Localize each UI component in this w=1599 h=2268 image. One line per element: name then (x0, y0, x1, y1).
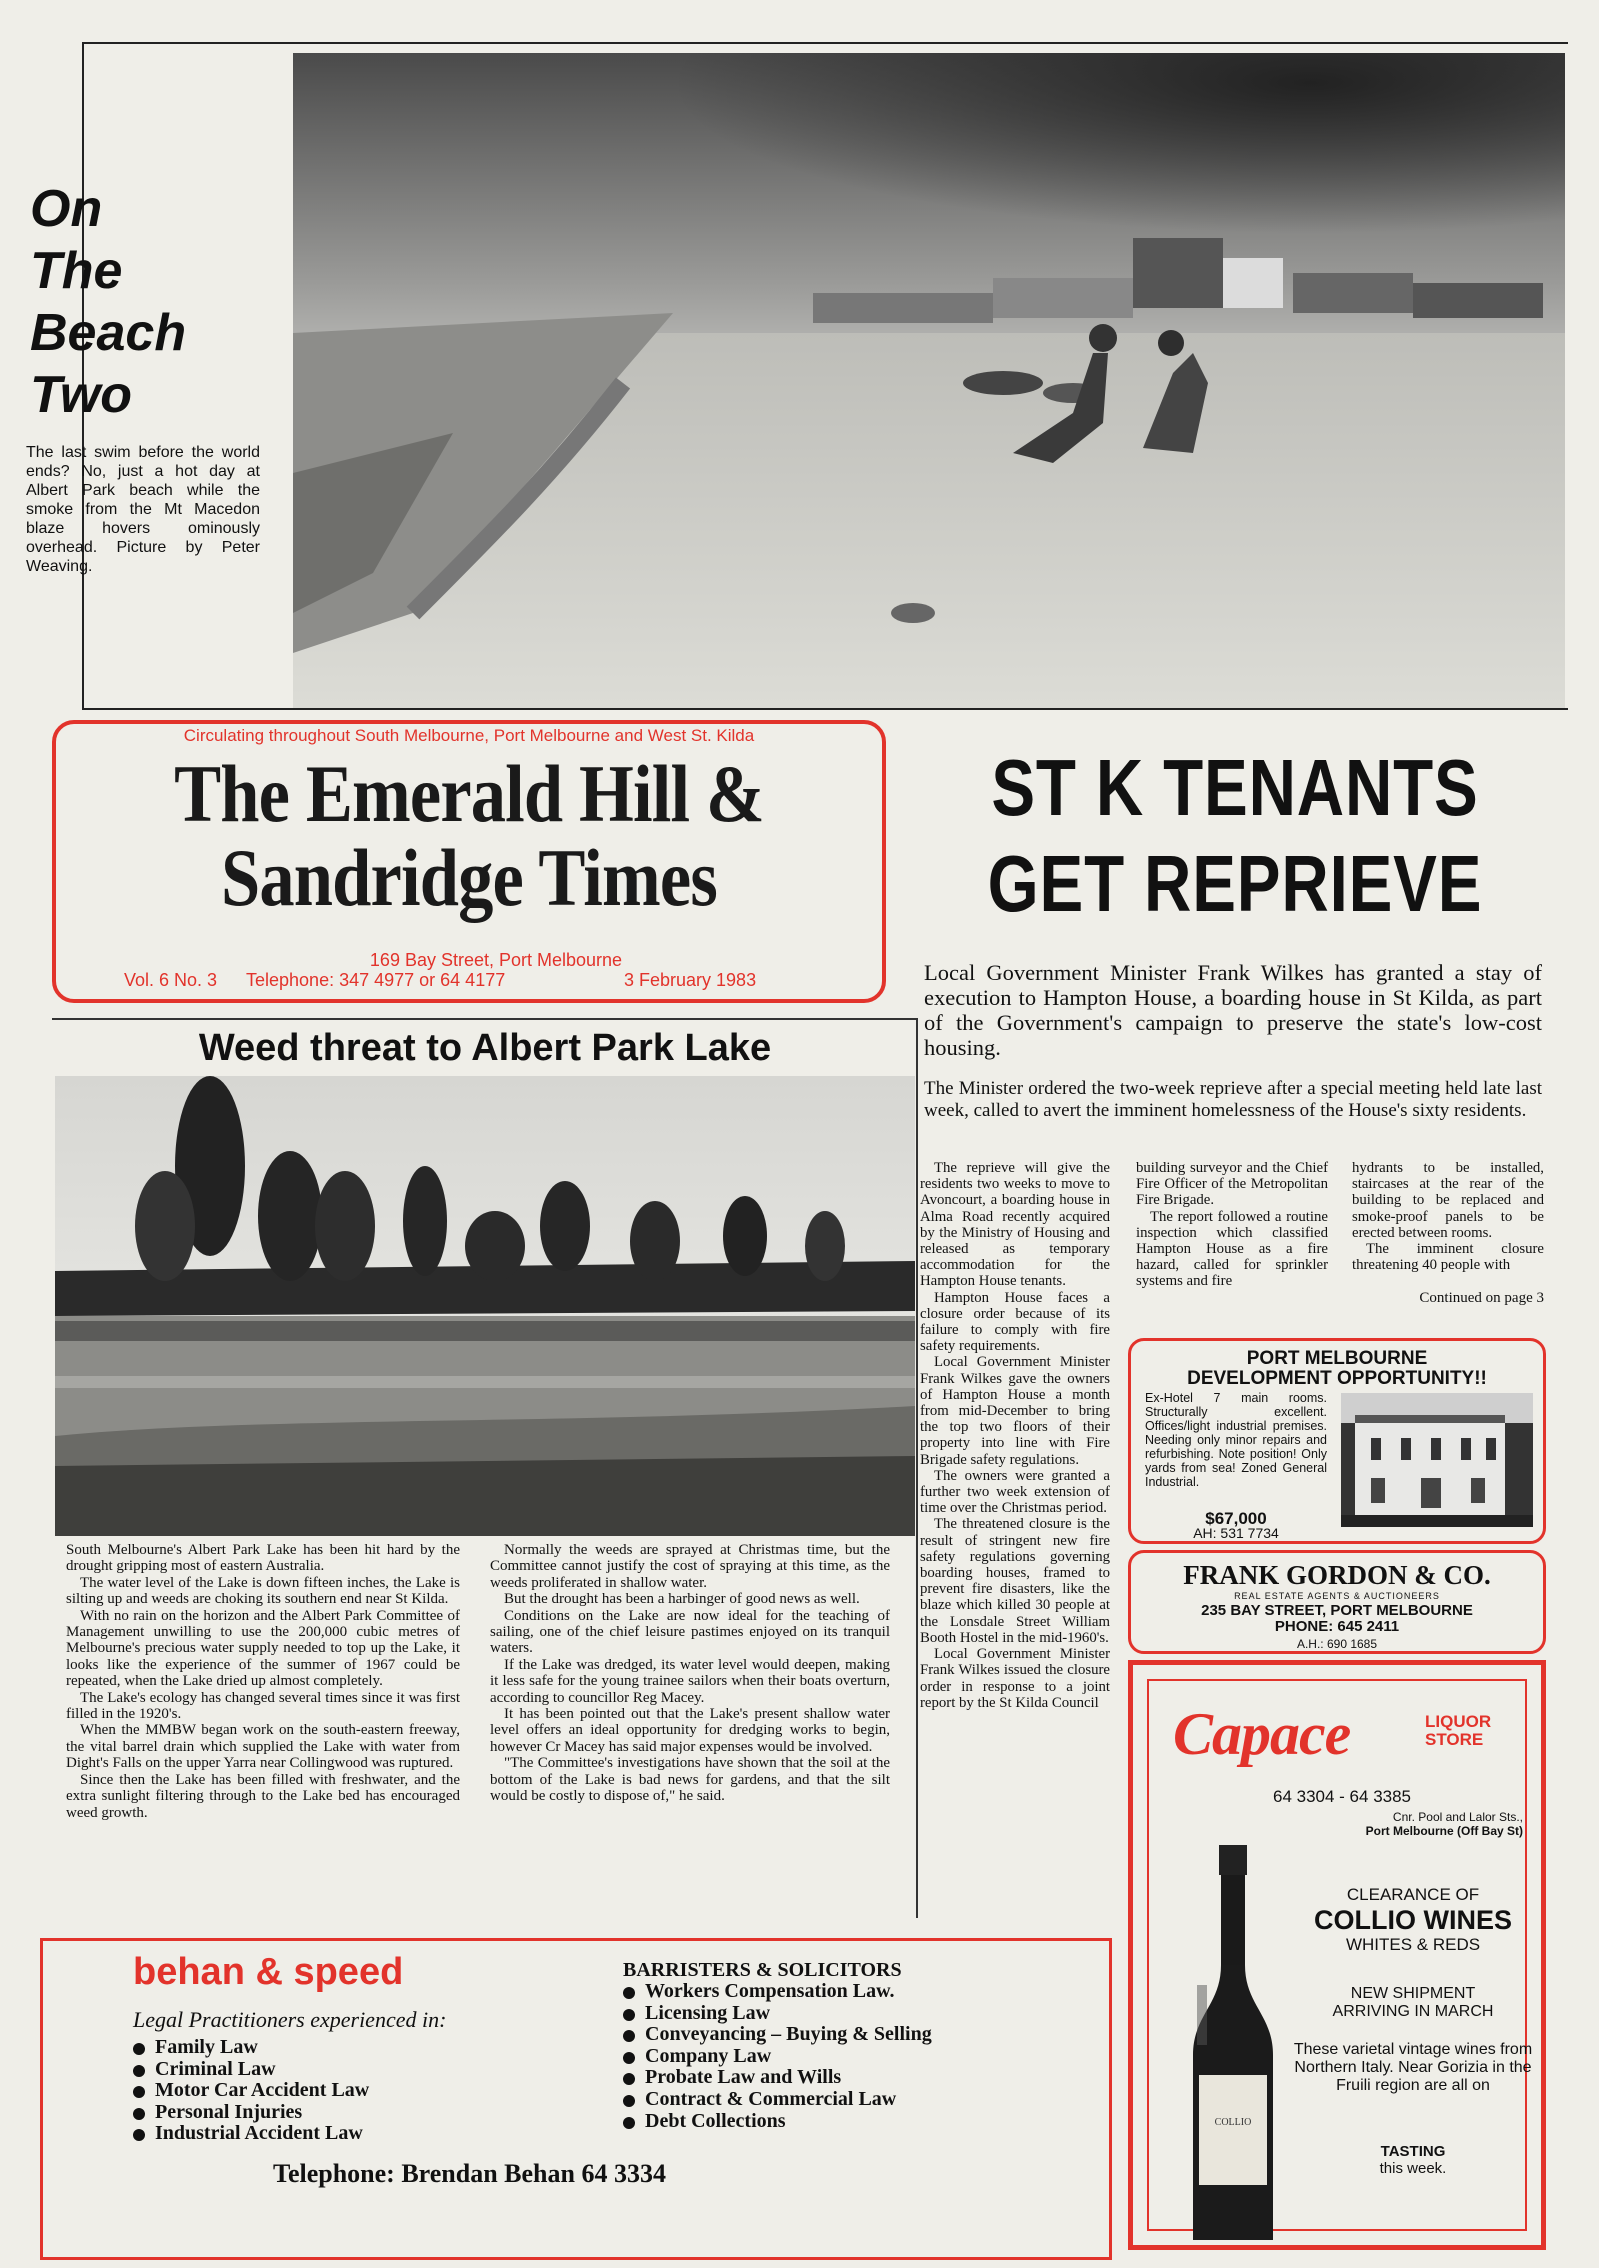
frank-ad-subtitle: REAL ESTATE AGENTS & AUCTIONEERS (1234, 1591, 1440, 1601)
port-ad-title (1131, 1349, 1543, 1389)
practice-list (133, 2037, 369, 2145)
paragraph: The water level of the Lake is down fifteen inches, the Lake is silting up and weeds are choking its southern end near St Kilda. (66, 1574, 460, 1608)
lead-column-3 (1352, 1160, 1544, 1273)
beach-photo (293, 53, 1565, 708)
weed-column-2 (490, 1542, 890, 1805)
frank-ad-phone: PHONE: 645 2411 (1274, 1618, 1400, 1635)
masthead-date: 3 February 1983 (624, 970, 757, 990)
lake-photo-image (55, 1076, 915, 1536)
list-item: Conveyancing – Buying & Selling (623, 2024, 932, 2046)
frank-ad-address: 235 BAY STREET, PORT MELBOURNE (1201, 1602, 1473, 1619)
capace-liquor-label (1425, 1713, 1491, 1749)
barristers-heading: BARRISTERS & SOLICITORS (623, 1959, 902, 1981)
capace-tasting-line1: TASTING (1380, 2143, 1446, 2160)
port-ad-title-line1: PORT MELBOURNE (1246, 1348, 1428, 1369)
paragraph: It has been pointed out that the Lake's present shallow water level offers an ideal opportunity for dredging works to begin, however Cr Macey has said major expenses would be involved. (490, 1706, 890, 1755)
port-ad-text: Ex-Hotel 7 main rooms. Structurally excellent. Offices/light industrial premises. Needing only minor repairs and refurbishing. Note position! Only yards from sea! Zoned General Industrial. (1145, 1391, 1327, 1489)
capace-shipment-line2: ARRIVING IN MARCH (1332, 2003, 1494, 2020)
beach-feature-title (30, 178, 270, 426)
capace-address-line2: Port Melbourne (Off Bay St) (1365, 1824, 1523, 1838)
paragraph: Conditions on the Lake are now ideal for the teaching of sailing, one of the chief leisure pastimes enjoyed on its tranquil waters. (490, 1607, 890, 1657)
masthead-telephone: Telephone: 347 4977 or 64 4177 (246, 970, 506, 990)
frank-gordon-ad (1128, 1550, 1546, 1654)
paragraph: The imminent closure threatening 40 people with (1352, 1241, 1544, 1274)
beach-title-line: On (30, 180, 103, 238)
masthead-circulation: Circulating throughout South Melbourne, Port Melbourne and West St. Kilda (183, 726, 755, 745)
capace-clearance-line2: COLLIO WINES (1314, 1905, 1512, 1935)
port-melbourne-ad (1128, 1338, 1546, 1544)
paragraph: The Lake's ecology has changed several times since it was first filled in the 1920's. (66, 1689, 460, 1723)
masthead (52, 720, 886, 1003)
list-item: Licensing Law (623, 2003, 932, 2025)
services-list (623, 1981, 932, 2132)
paragraph: The report followed a routine inspection which classified Hampton House as a fire hazard, called for sprinkler systems and fire (1136, 1208, 1328, 1290)
list-item: Personal Injuries (133, 2102, 369, 2124)
paragraph: Hampton House faces a closure order because of its failure to comply with fire safety requirements. (920, 1289, 1110, 1355)
masthead-title (114, 748, 824, 923)
list-item: Workers Compensation Law. (623, 1981, 932, 2003)
masthead-title-line2: Sandridge Times (221, 832, 717, 923)
capace-logo: Capace (1173, 1701, 1351, 1767)
paragraph: With no rain on the horizon and the Albert Park Committee of Management unwilling to use the 200,000 cubic metres of Melbourne's precious water supply needed to top up the Lake, it looks like the experience of the summer of 1967 could be repeated, when the Lake dried up almost completely. (66, 1607, 460, 1690)
capace-ad (1128, 1660, 1546, 2250)
legal-heading: Legal Practitioners experienced in: (133, 2007, 447, 2032)
wine-bottle-icon (1173, 1845, 1293, 2240)
paragraph: The reprieve will give the residents two weeks to move to Avoncourt, a boarding house in Alma Road recently acquired by the Ministry of Housing and released as temporary accommodation for the Hampton House tenants. (920, 1160, 1110, 1290)
behan-telephone: Telephone: Brendan Behan 64 3334 (273, 2159, 666, 2188)
lead-lede: Local Government Minister Frank Wilkes has granted a stay of execution to Hampton House, a boarding house in St Kilda, as part of the Government's campaign to preserve the state's low-cost housing. (924, 960, 1542, 1060)
capace-shipment-line1: NEW SHIPMENT (1350, 1985, 1476, 2002)
list-item: Family Law (133, 2037, 369, 2059)
lead-column-1 (920, 1160, 1110, 1711)
weed-column-1 (66, 1542, 460, 1821)
capace-clearance-line3: WHITES & REDS (1345, 1935, 1481, 1954)
bottle-label-text: COLLIO (1214, 2117, 1252, 2128)
port-ad-price (1145, 1511, 1327, 1541)
capace-shipment (1293, 1985, 1533, 2021)
hotel-photo-image (1341, 1393, 1533, 1527)
list-item: Debt Collections (623, 2111, 932, 2133)
lead-headline-line2: GET REPRIEVE (987, 839, 1483, 928)
paragraph: South Melbourne's Albert Park Lake has been hit hard by the drought gripping most of eastern Australia. (66, 1542, 460, 1575)
list-item: Contract & Commercial Law (623, 2089, 932, 2111)
paragraph: building surveyor and the Chief Fire Officer of the Metropolitan Fire Brigade. (1136, 1160, 1328, 1209)
capace-clearance-line1: CLEARANCE OF (1346, 1885, 1480, 1904)
paragraph: But the drought has been a harbinger of good news as well. (504, 1591, 860, 1608)
lake-photo (55, 1076, 915, 1536)
list-item: Criminal Law (133, 2059, 369, 2081)
capace-description: These varietal vintage wines from Northern Italy. Near Gorizia in the Fruili region are all on (1293, 2041, 1533, 2094)
capace-liquor-line2: STORE (1425, 1730, 1484, 1749)
list-item: Company Law (623, 2046, 932, 2068)
capace-address (1283, 1810, 1523, 1838)
wine-bottle-illustration (1173, 1845, 1293, 2240)
paragraph: Since then the Lake has been filled with freshwater, and the extra sunlight filtering through to the Lake bed has encouraged weed growth. (66, 1771, 460, 1821)
capace-liquor-line1: LIQUOR (1425, 1712, 1492, 1731)
paragraph: If the Lake was dredged, its water level would deepen, making it less safe for the young trainee sailors when their boats overturn, according to councillor Reg Macey. (490, 1656, 890, 1706)
behan-speed-logo: behan & speed (133, 1951, 404, 1993)
frank-ad-name: FRANK GORDON & CO. (1183, 1560, 1491, 1590)
beach-photo-image (293, 53, 1565, 708)
hotel-photo (1341, 1393, 1533, 1527)
beach-caption: The last swim before the world ends? No, just a hot day at Albert Park beach while the smoke from the Mt Macedon blaze hovers ominously overhead. Picture by Peter Weaving. (26, 444, 260, 575)
lead-headline (964, 740, 1505, 932)
capace-tasting-line2: this week. (1379, 2160, 1447, 2177)
lead-headline-line1: ST K TENANTS (991, 743, 1479, 832)
list-item: Probate Law and Wills (623, 2067, 932, 2089)
paragraph: hydrants to be installed, staircases at the rear of the building to be replaced and smoke-proof panels to be erected between rooms. (1352, 1160, 1544, 1241)
paragraph: When the MMBW began work on the south-eastern freeway, the vital barrel drain which supplied the Lake with water from Dight's Falls on the upper Yarra near Collingwood was ruptured. (66, 1722, 460, 1772)
capace-clearance (1293, 1885, 1533, 1955)
continued-link[interactable]: Continued on page 3 (1419, 1290, 1544, 1306)
lead-lede-2: The Minister ordered the two-week reprieve after a special meeting held late last week, called to avert the imminent homelessness of the House's sixty residents. (924, 1078, 1542, 1121)
list-item: Motor Car Accident Law (133, 2080, 369, 2102)
port-ad-ah: AH: 531 7734 (1193, 1525, 1279, 1541)
masthead-volume: Vol. 6 No. 3 (124, 970, 218, 990)
beach-title-line: Beach (30, 304, 187, 362)
paragraph: Local Government Minister Frank Wilkes gave the owners of Hampton House a month from mid-December to bring the top two floors of their property into line with Fire Brigade safety regulations. (920, 1354, 1110, 1468)
frank-ad-ah: A.H.: 690 1685 (1296, 1637, 1378, 1651)
paragraph: Normally the weeds are sprayed at Christmas time, but the Committee cannot justify the cost of spraying at this time, as the weeds proliferated in shallow water. (490, 1542, 890, 1591)
paragraph: The owners were granted a further two week extension of time over the Christmas period. (920, 1467, 1110, 1517)
paragraph: Local Government Minister Frank Wilkes issued the closure order in response to a joint report by the St Kilda Council (920, 1646, 1110, 1711)
beach-title-line: The (30, 242, 123, 300)
paragraph: The threatened closure is the result of stringent new fire safety regulations governing boarding houses, framed to prevent fire disasters, like the blaze which killed 30 people at the Lonsdale Street William Booth Hostel in the mid-1960's. (920, 1516, 1110, 1646)
lead-column-2 (1136, 1160, 1328, 1290)
behan-speed-ad (40, 1938, 1112, 2260)
list-item: Industrial Accident Law (133, 2123, 369, 2145)
masthead-address: 169 Bay Street, Port Melbourne (369, 950, 623, 970)
port-ad-title-line2: DEVELOPMENT OPPORTUNITY!! (1187, 1368, 1487, 1389)
capace-address-line1: Cnr. Pool and Lalor Sts., (1392, 1810, 1523, 1824)
capace-tasting (1293, 2143, 1533, 2177)
capace-phone: 64 3304 - 64 3385 (1273, 1787, 1412, 1806)
masthead-title-line1: The Emerald Hill & (174, 748, 764, 839)
paragraph: "The Committee's investigations have shown that the soil at the bottom of the Lake is bad news for gardens, and that the silt would be costly to dispose of," he said. (490, 1755, 890, 1805)
beach-title-line: Two (30, 366, 133, 424)
port-ad-price-value: $67,000 (1205, 1509, 1267, 1528)
weed-headline: Weed threat to Albert Park Lake (198, 1027, 772, 1069)
